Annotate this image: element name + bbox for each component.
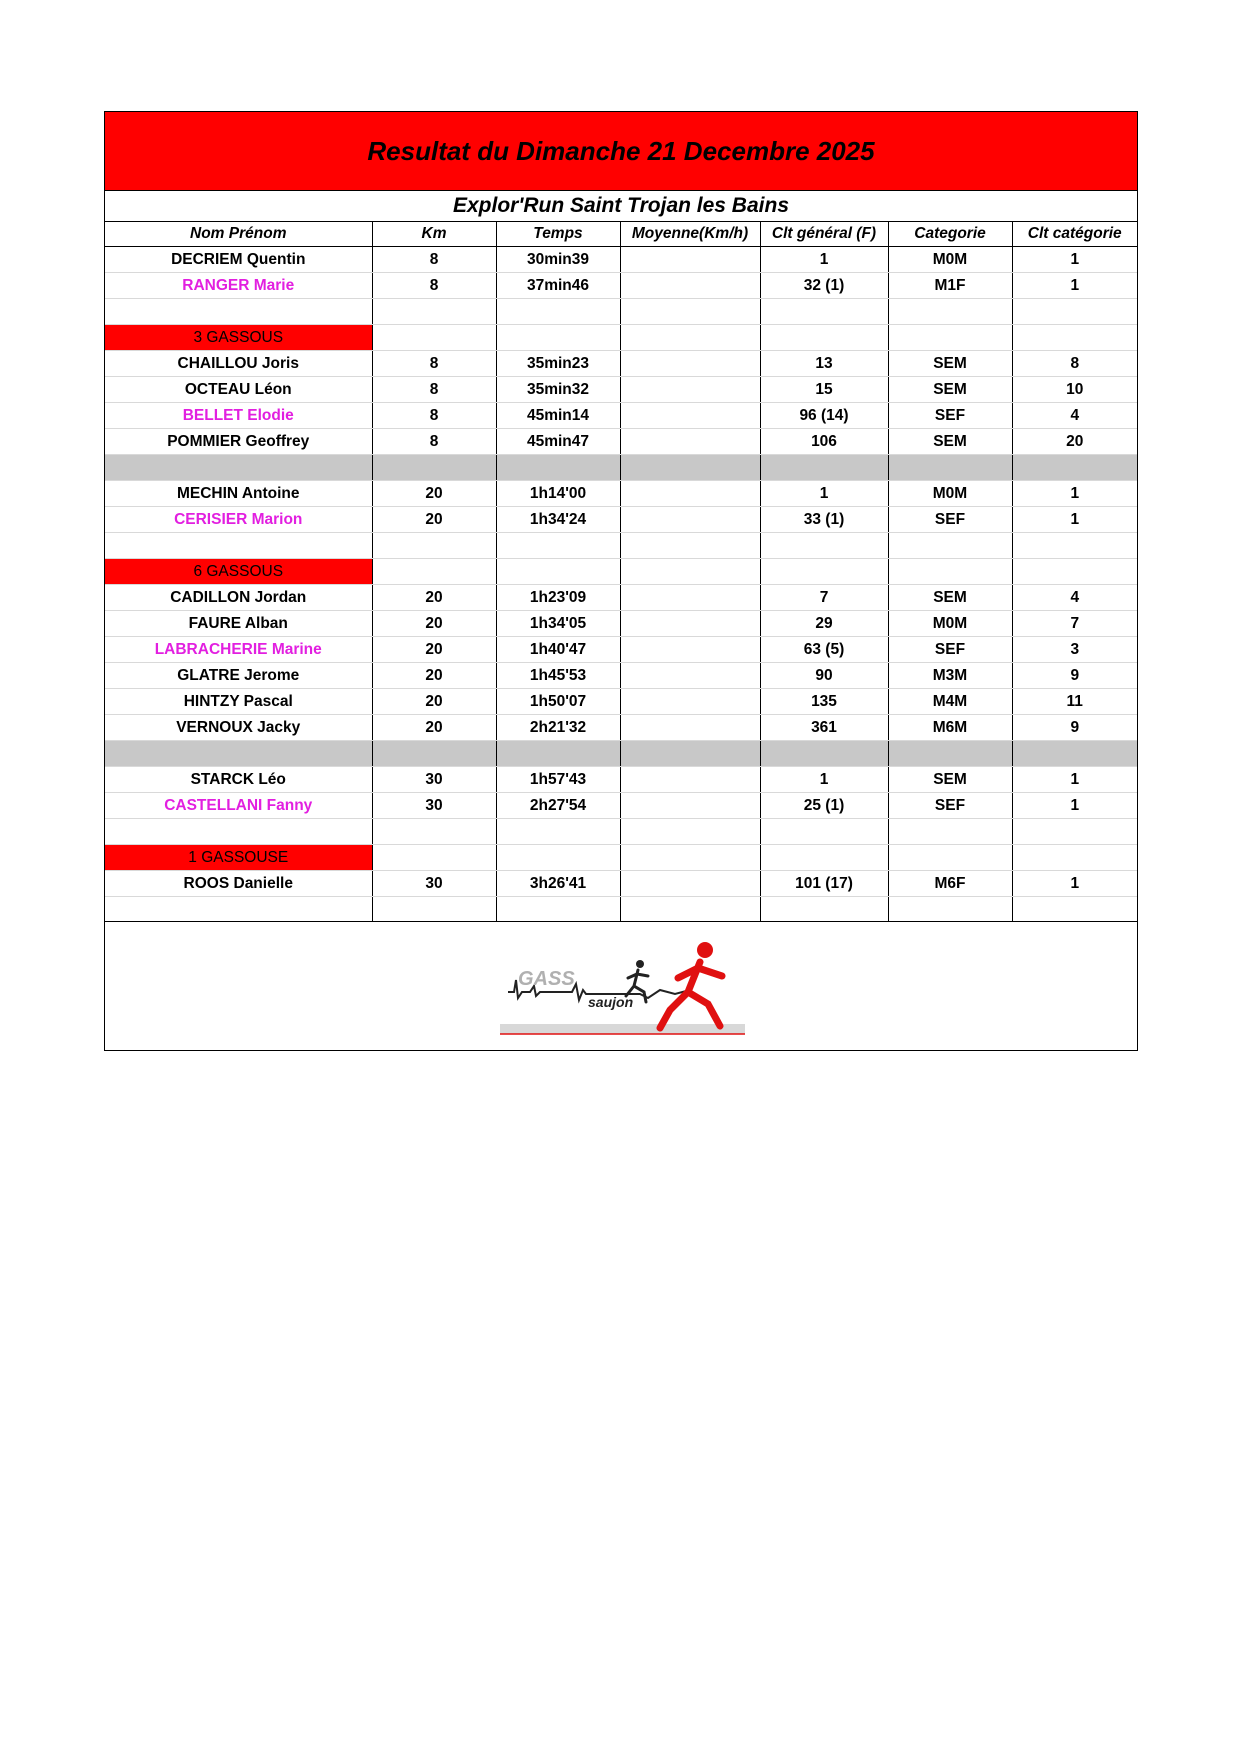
cell-moyenne [620,637,760,663]
cell-name: OCTEAU Léon [105,377,372,403]
cell-temps: 1h57'43 [496,767,620,793]
cell-clt-general: 13 [760,351,888,377]
table-row [105,403,1137,429]
cell-categorie: M6M [888,715,1012,741]
results-table [105,222,1137,922]
cell-clt-general: 90 [760,663,888,689]
table-row [105,871,1137,897]
cell-categorie: SEM [888,429,1012,455]
table-row [105,351,1137,377]
cell-moyenne [620,767,760,793]
cell-categorie: SEM [888,767,1012,793]
cell-name: RANGER Marie [105,273,372,299]
cell-name: GLATRE Jerome [105,663,372,689]
cell-categorie: SEM [888,351,1012,377]
cell-moyenne [620,247,760,273]
cell-clt-categorie: 1 [1012,273,1137,299]
cell-temps: 1h34'24 [496,507,620,533]
cell-clt-general: 15 [760,377,888,403]
cell-name: CHAILLOU Joris [105,351,372,377]
cell-clt-general: 63 (5) [760,637,888,663]
cell-moyenne [620,871,760,897]
cell-km: 8 [372,403,496,429]
cell-clt-categorie: 1 [1012,871,1137,897]
cell-km: 20 [372,689,496,715]
group-label: 3 GASSOUS [105,325,372,351]
cell-temps: 45min14 [496,403,620,429]
cell-clt-general: 135 [760,689,888,715]
cell-km: 8 [372,273,496,299]
table-row [105,767,1137,793]
cell-categorie: SEF [888,403,1012,429]
cell-moyenne [620,481,760,507]
results-body [105,247,1137,922]
cell-clt-general: 101 (17) [760,871,888,897]
cell-categorie: M3M [888,663,1012,689]
logo-area [105,922,1137,1050]
cell-temps: 35min23 [496,351,620,377]
cell-moyenne [620,377,760,403]
cell-clt-categorie: 1 [1012,507,1137,533]
cell-moyenne [620,507,760,533]
cell-temps: 2h21'32 [496,715,620,741]
cell-temps: 1h45'53 [496,663,620,689]
cell-temps: 1h34'05 [496,611,620,637]
cell-moyenne [620,585,760,611]
cell-clt-general: 33 (1) [760,507,888,533]
cell-temps: 45min47 [496,429,620,455]
cell-name: ROOS Danielle [105,871,372,897]
group-row [105,325,1137,351]
cell-temps: 30min39 [496,247,620,273]
cell-name: POMMIER Geoffrey [105,429,372,455]
cell-clt-categorie: 3 [1012,637,1137,663]
logo-text-main: GASS [518,968,575,990]
cell-km: 20 [372,585,496,611]
gass-saujon-logo [500,940,745,1040]
cell-moyenne [620,351,760,377]
logo-base-band [500,1024,745,1034]
cell-temps: 1h50'07 [496,689,620,715]
cell-km: 8 [372,351,496,377]
table-row [105,637,1137,663]
cell-clt-categorie: 1 [1012,481,1137,507]
cell-name: MECHIN Antoine [105,481,372,507]
cell-name: BELLET Elodie [105,403,372,429]
cell-moyenne [620,793,760,819]
cell-km: 20 [372,507,496,533]
spacer-row [105,533,1137,559]
cell-temps: 2h27'54 [496,793,620,819]
table-row [105,689,1137,715]
cell-clt-categorie: 10 [1012,377,1137,403]
cell-km: 20 [372,481,496,507]
cell-moyenne [620,715,760,741]
cell-clt-general: 1 [760,481,888,507]
group-label: 1 GASSOUSE [105,845,372,871]
cell-name: VERNOUX Jacky [105,715,372,741]
header-clt-general: Clt général (F) [760,222,888,247]
cell-temps: 3h26'41 [496,871,620,897]
cell-name: FAURE Alban [105,611,372,637]
cell-name: STARCK Léo [105,767,372,793]
table-row [105,377,1137,403]
table-row [105,481,1137,507]
table-row [105,247,1137,273]
header-name: Nom Prénom [105,222,372,247]
cell-clt-general: 1 [760,767,888,793]
cell-categorie: SEM [888,377,1012,403]
cell-temps: 1h40'47 [496,637,620,663]
cell-categorie: SEF [888,637,1012,663]
header-temps: Temps [496,222,620,247]
cell-km: 30 [372,767,496,793]
cell-categorie: M0M [888,611,1012,637]
results-sheet [104,111,1138,1051]
group-row [105,559,1137,585]
header-moyenne: Moyenne(Km/h) [620,222,760,247]
cell-km: 20 [372,637,496,663]
cell-clt-categorie: 9 [1012,715,1137,741]
table-row [105,507,1137,533]
cell-moyenne [620,403,760,429]
cell-clt-categorie: 1 [1012,767,1137,793]
cell-km: 30 [372,793,496,819]
cell-clt-general: 25 (1) [760,793,888,819]
cell-clt-categorie: 20 [1012,429,1137,455]
cell-categorie: M0M [888,247,1012,273]
cell-temps: 37min46 [496,273,620,299]
spacer-row [105,819,1137,845]
table-row [105,429,1137,455]
header-clt-categorie: Clt catégorie [1012,222,1137,247]
cell-categorie: SEF [888,507,1012,533]
race-subtitle: Explor'Run Saint Trojan les Bains [105,191,1137,222]
cell-clt-categorie: 9 [1012,663,1137,689]
cell-clt-general: 361 [760,715,888,741]
cell-clt-categorie: 7 [1012,611,1137,637]
cell-categorie: SEM [888,585,1012,611]
cell-temps: 35min32 [496,377,620,403]
cell-categorie: M1F [888,273,1012,299]
cell-clt-general: 29 [760,611,888,637]
cell-temps: 1h14'00 [496,481,620,507]
cell-name: CASTELLANI Fanny [105,793,372,819]
cell-km: 8 [372,429,496,455]
cell-categorie: M4M [888,689,1012,715]
logo-text-sub: saujon [588,994,634,1010]
cell-clt-categorie: 11 [1012,689,1137,715]
cell-moyenne [620,273,760,299]
cell-name: CERISIER Marion [105,507,372,533]
cell-clt-categorie: 4 [1012,403,1137,429]
cell-moyenne [620,429,760,455]
table-row [105,663,1137,689]
header-km: Km [372,222,496,247]
table-row [105,611,1137,637]
table-row [105,793,1137,819]
cell-clt-general: 1 [760,247,888,273]
cell-km: 20 [372,663,496,689]
page-title: Resultat du Dimanche 21 Decembre 2025 [105,112,1137,191]
cell-clt-categorie: 1 [1012,247,1137,273]
table-header-row [105,222,1137,247]
table-row [105,273,1137,299]
cell-km: 8 [372,247,496,273]
cell-name: CADILLON Jordan [105,585,372,611]
cell-moyenne [620,611,760,637]
cell-clt-categorie: 1 [1012,793,1137,819]
cell-temps: 1h23'09 [496,585,620,611]
group-label: 6 GASSOUS [105,559,372,585]
cell-km: 30 [372,871,496,897]
header-categorie: Categorie [888,222,1012,247]
cell-moyenne [620,663,760,689]
table-row [105,585,1137,611]
cell-km: 8 [372,377,496,403]
section-divider-row [105,741,1137,767]
closing-row [105,897,1137,922]
cell-clt-categorie: 8 [1012,351,1137,377]
cell-clt-general: 32 (1) [760,273,888,299]
cell-name: DECRIEM Quentin [105,247,372,273]
cell-categorie: SEF [888,793,1012,819]
cell-categorie: M0M [888,481,1012,507]
cell-km: 20 [372,715,496,741]
section-divider-row [105,455,1137,481]
cell-clt-categorie: 4 [1012,585,1137,611]
cell-name: LABRACHERIE Marine [105,637,372,663]
cell-km: 20 [372,611,496,637]
table-row [105,715,1137,741]
cell-name: HINTZY Pascal [105,689,372,715]
cell-clt-general: 106 [760,429,888,455]
cell-moyenne [620,689,760,715]
group-row [105,845,1137,871]
large-runner-icon [660,942,722,1028]
cell-clt-general: 96 (14) [760,403,888,429]
cell-clt-general: 7 [760,585,888,611]
cell-categorie: M6F [888,871,1012,897]
spacer-row [105,299,1137,325]
